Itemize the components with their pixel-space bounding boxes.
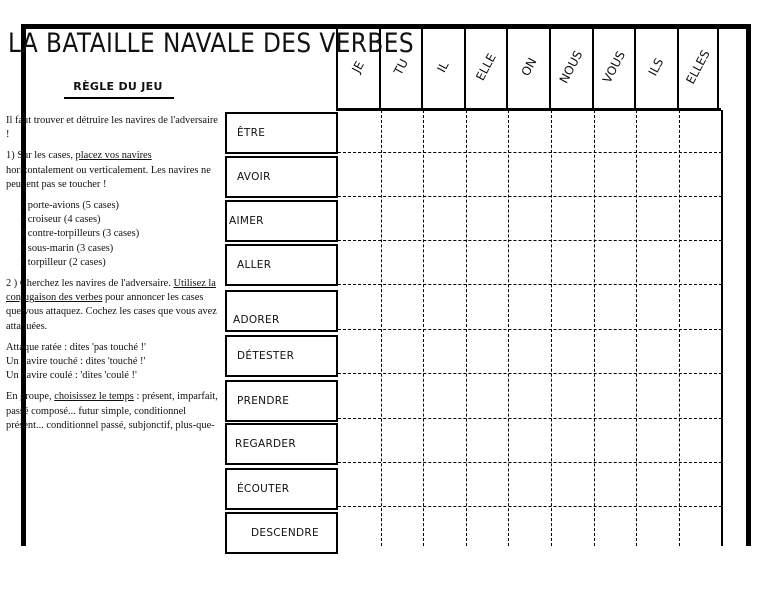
- row-divider: [338, 506, 722, 507]
- col-divider: [679, 110, 680, 546]
- col-divider: [423, 110, 424, 546]
- verb-cell: ADORER: [225, 290, 338, 332]
- verb-cell: ALLER: [225, 244, 338, 286]
- pronoun-header-cell: IL: [421, 24, 464, 110]
- ship-list: [6, 199, 218, 270]
- rules-tenses: En groupe, choisissez le temps : présent, imparfait, passé composé... futur simple, conditionnel présent... conditionnel passé, subjonctif, plus-que-: [6, 391, 218, 431]
- pronoun-header-cell: ON: [506, 24, 549, 110]
- row-divider: [338, 462, 722, 463]
- verb-cell: REGARDER: [225, 423, 338, 465]
- ship-item: 1 torpilleur (2 cases): [20, 256, 106, 268]
- col-divider: [551, 110, 552, 546]
- pronoun-header-cell: ELLE: [464, 24, 507, 110]
- col-divider: [381, 110, 382, 546]
- verb-cell: PRENDRE: [225, 380, 338, 422]
- pronoun-header: [336, 24, 719, 110]
- rules-heading: RÈGLE DU JEU: [73, 80, 163, 93]
- pronoun-header-cell: JE: [336, 24, 379, 110]
- pronoun-header-cell: VOUS: [592, 24, 635, 110]
- verb-cell: AIMER: [225, 200, 338, 242]
- ship-item: 1 contre-torpilleurs (3 cases): [20, 228, 140, 240]
- rules-calls: Attaque ratée : dites 'pas touché !' Un navire touché : dites 'touché !' Un navire coulé : 'dites 'coulé !': [6, 341, 146, 382]
- row-divider: [338, 196, 722, 197]
- pronoun-header-cell: TU: [379, 24, 422, 110]
- col-divider: [508, 110, 509, 546]
- rules-text: [6, 114, 218, 440]
- rules-step-2: 2 ) Cherchez les navires de l'adversaire. Utilisez la conjugaison des verbes pour annoncer les cases que vous attaquez. Cochez les cases que vous avez attaquées.: [6, 278, 217, 332]
- verb-cell: ÊTRE: [225, 112, 338, 154]
- row-divider: [338, 152, 722, 153]
- page-title: LA BATAILLE NAVALE DES VERBES: [8, 28, 415, 59]
- verb-cell: ÉCOUTER: [225, 468, 338, 510]
- row-divider: [338, 418, 722, 419]
- ship-item: 1 porte-avions (5 cases): [20, 200, 119, 212]
- ship-item: 1 sous-marin (3 cases): [20, 242, 114, 254]
- verb-cell: AVOIR: [225, 156, 338, 198]
- row-divider: [338, 240, 722, 241]
- pronoun-header-cell: ILS: [634, 24, 677, 110]
- row-divider: [338, 329, 722, 330]
- ship-item: 1 croiseur (4 cases): [20, 214, 101, 226]
- col-divider: [466, 110, 467, 546]
- verb-cell: DESCENDRE: [225, 512, 338, 554]
- rules-step-1: 1) Sur les cases, placez vos navires horizontalement ou verticalement. Les navires ne peuvent pas se toucher !: [6, 150, 211, 190]
- pronoun-header-cell: ELLES: [677, 24, 720, 110]
- pronoun-header-cell: NOUS: [549, 24, 592, 110]
- row-divider: [338, 373, 722, 374]
- rules-intro: Il faut trouver et détruire les navires de l'adversaire !: [6, 115, 218, 141]
- col-divider: [594, 110, 595, 546]
- grid-right-border: [721, 110, 723, 546]
- row-divider: [338, 284, 722, 285]
- attack-cells[interactable]: [338, 110, 722, 546]
- verb-cell: DÉTESTER: [225, 335, 338, 377]
- col-divider: [636, 110, 637, 546]
- rules-heading-underline: [64, 97, 174, 99]
